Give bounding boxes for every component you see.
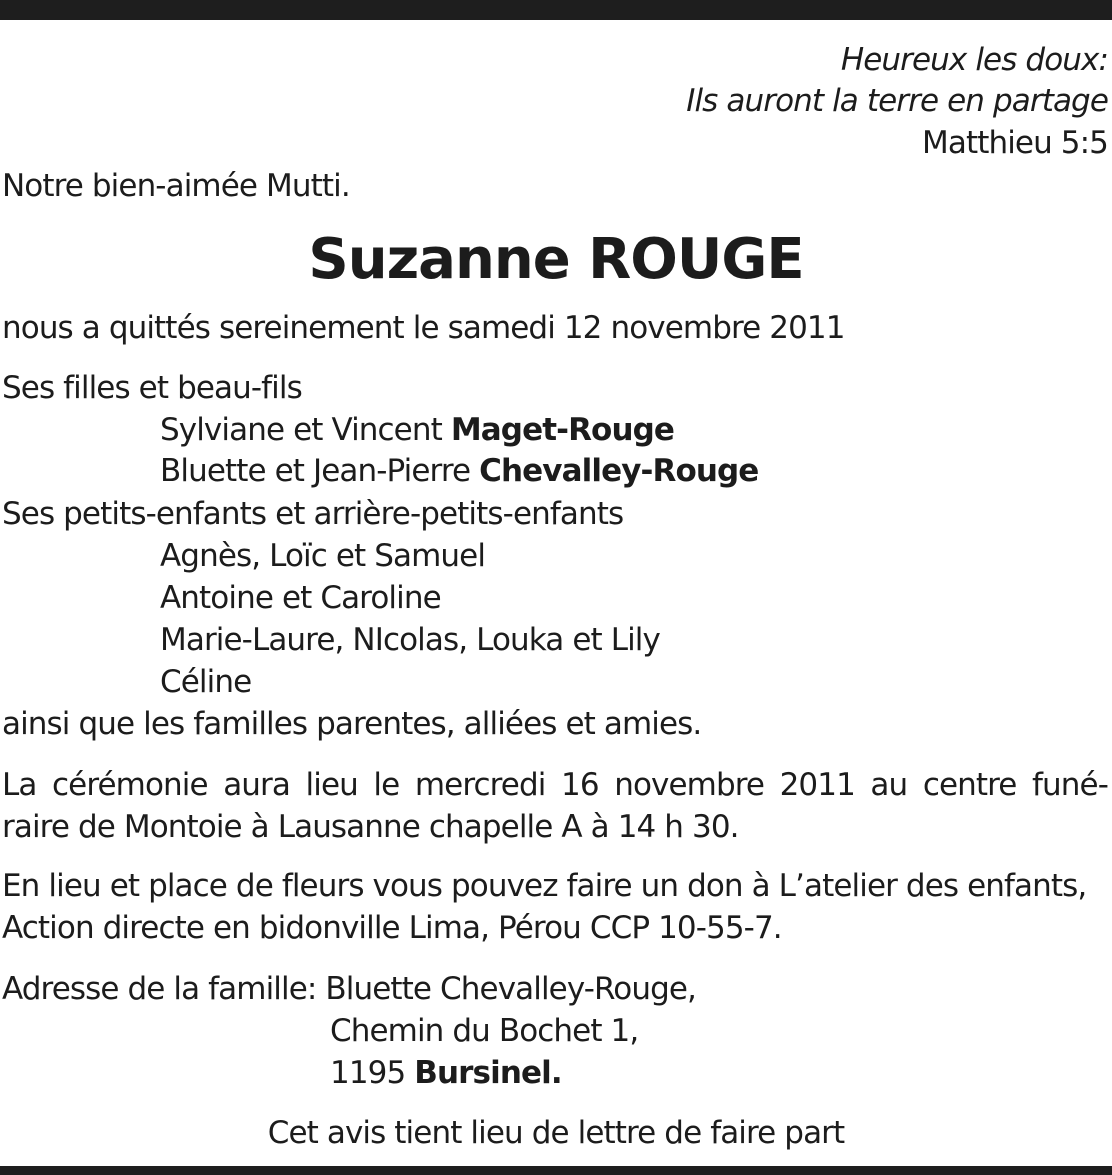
grandchildren-line: Agnès, Loïc et Samuel xyxy=(160,538,486,574)
ceremony-line-2: raire de Montoie à Lausanne chapelle A à 14 h 30. xyxy=(2,809,739,845)
verse-line-2: Ils auront la terre en partage xyxy=(686,83,1108,119)
death-notice: nous a quittés sereinement le samedi 12 novembre 2011 xyxy=(2,310,845,346)
family-name: Chevalley-Rouge xyxy=(479,453,759,489)
given-names: Bluette et Jean-Pierre xyxy=(160,453,480,489)
address-town: Bursinel. xyxy=(414,1055,562,1091)
daughter-line xyxy=(160,451,758,491)
closing-line: Cet avis tient lieu de lettre de faire part xyxy=(267,1115,845,1151)
family-name: Maget-Rouge xyxy=(450,412,675,448)
grandchildren-heading: Ses petits-enfants et arrière-petits-enfants xyxy=(2,496,624,532)
verse-line-1: Heureux les doux: xyxy=(840,42,1108,78)
deceased-name: Suzanne ROUGE xyxy=(308,227,804,292)
donation-line-2: Action directe en bidonville Lima, Pérou CCP 10-55-7. xyxy=(2,910,782,946)
daughters-heading: Ses filles et beau-fils xyxy=(2,370,302,406)
top-rule xyxy=(0,0,1112,20)
bottom-rule xyxy=(0,1166,1112,1175)
address-label: Adresse de la famille: xyxy=(2,971,326,1007)
address-postcode: 1195 xyxy=(330,1055,415,1091)
relatives-line: ainsi que les familles parentes, alliées et amies. xyxy=(2,706,702,742)
verse-reference: Matthieu 5:5 xyxy=(922,125,1108,161)
intro-line: Notre bien-aimée Mutti. xyxy=(2,168,350,204)
grandchildren-line: Antoine et Caroline xyxy=(160,580,441,616)
donation-line-1: En lieu et place de fleurs vous pouvez faire un don à L’atelier des enfants, xyxy=(2,868,1087,904)
address-town-line xyxy=(330,1053,562,1093)
grandchildren-line: Céline xyxy=(160,664,252,700)
ceremony-line-1: La cérémonie aura lieu le mercredi 16 novembre 2011 au centre funé- xyxy=(2,767,1108,803)
address-line-1 xyxy=(2,969,696,1009)
address-recipient: Bluette Chevalley-Rouge, xyxy=(325,971,696,1007)
address-street: Chemin du Bochet 1, xyxy=(330,1013,639,1049)
grandchildren-line: Marie-Laure, NIcolas, Louka et Lily xyxy=(160,622,660,658)
given-names: Sylviane et Vincent xyxy=(160,412,451,448)
daughter-line xyxy=(160,410,674,450)
